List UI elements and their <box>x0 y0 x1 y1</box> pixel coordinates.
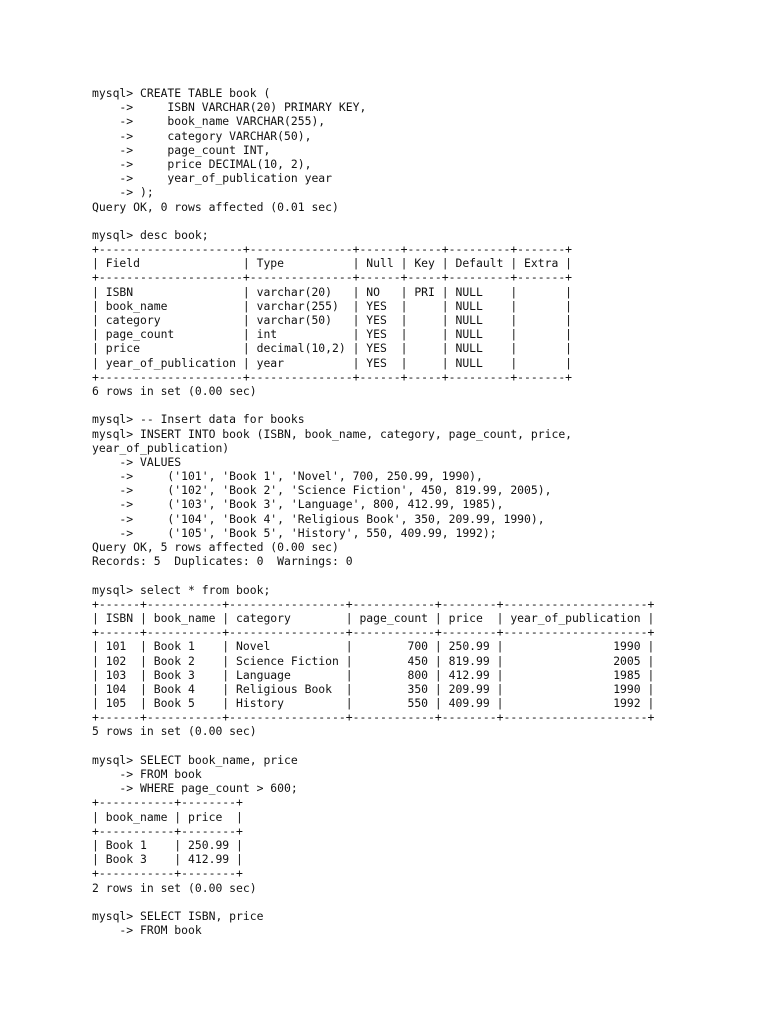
console-line: | ISBN | varchar(20) | NO | PRI | NULL | | <box>92 284 573 299</box>
console-line: -> VALUES <box>92 454 182 469</box>
console-line: | Field | Type | Null | Key | Default | Extra | <box>92 256 573 271</box>
console-line: -> year_of_publication year <box>92 171 333 186</box>
console-line: -> WHERE page_count > 600; <box>92 781 298 796</box>
console-line <box>92 568 654 582</box>
console-line <box>92 895 654 909</box>
console-line: | 104 | Book 4 | Religious Book | 350 | 209.99 | 1990 | <box>92 681 655 696</box>
console-line: | category | varchar(50) | YES | | NULL | | <box>92 313 573 327</box>
console-line: -> book_name VARCHAR(255), <box>92 114 326 129</box>
console-line: year_of_publication) <box>92 440 230 455</box>
console-line: -> page_count INT, <box>92 142 271 157</box>
console-line: -> ('104', 'Book 4', 'Religious Book', 350, 209.99, 1990), <box>92 511 545 526</box>
console-line: +---------------------+---------------+------+-----+---------+-------+ <box>92 242 573 257</box>
console-line: -> ('103', 'Book 3', 'Language', 800, 412.99, 1985), <box>92 497 504 512</box>
console-line: mysql> desc book; <box>92 227 209 242</box>
console-line: +------+-----------+-----------------+------------+--------+---------------------+ <box>92 596 655 611</box>
console-line: +---------------------+---------------+------+-----+---------+-------+ <box>92 369 573 384</box>
console-line: -> ('101', 'Book 1', 'Novel', 700, 250.99, 1990), <box>92 469 483 484</box>
console-line: | 102 | Book 2 | Science Fiction | 450 | 819.99 | 2005 | <box>92 653 655 668</box>
console-line: | page_count | int | YES | | NULL | | <box>92 327 573 342</box>
console-line: | 101 | Book 1 | Novel | 700 | 250.99 | 1990 | <box>92 639 655 654</box>
console-line: +------+-----------+-----------------+------------+--------+---------------------+ <box>92 625 655 640</box>
console-line: -> ('102', 'Book 2', 'Science Fiction', 450, 819.99, 2005), <box>92 483 552 498</box>
console-line <box>92 739 654 753</box>
console-line: +------+-----------+-----------------+------------+--------+---------------------+ <box>92 710 655 725</box>
console-line: mysql> select * from book; <box>92 582 271 597</box>
console-line: +-----------+--------+ <box>92 866 243 881</box>
console-line: 5 rows in set (0.00 sec) <box>92 724 257 739</box>
console-line: -> ISBN VARCHAR(20) PRIMARY KEY, <box>92 100 367 115</box>
console-line: +-----------+--------+ <box>92 795 243 810</box>
console-line: +-----------+--------+ <box>92 823 243 838</box>
console-line: mysql> SELECT ISBN, price <box>92 908 264 923</box>
console-line: mysql> -- Insert data for books <box>92 412 305 427</box>
console-line: mysql> CREATE TABLE book ( <box>92 86 271 100</box>
console-line: +---------------------+---------------+------+-----+---------+-------+ <box>92 270 573 285</box>
console-line: | price | decimal(10,2) | YES | | NULL | | <box>92 341 573 356</box>
console-line: Query OK, 5 rows affected (0.00 sec) <box>92 540 339 554</box>
console-line: | year_of_publication | year | YES | | NULL | | <box>92 355 573 370</box>
console-line: -> ('105', 'Book 5', 'History', 550, 409.99, 1992); <box>92 525 497 540</box>
console-line: | book_name | price | <box>92 809 243 824</box>
console-line <box>92 214 654 228</box>
console-line: -> FROM book <box>92 923 202 938</box>
console-line: | ISBN | book_name | category | page_count | price | year_of_publication | <box>92 610 655 625</box>
console-line: | Book 1 | 250.99 | <box>92 837 243 852</box>
console-line: -> price DECIMAL(10, 2), <box>92 156 312 171</box>
console-line: Query OK, 0 rows affected (0.01 sec) <box>92 199 339 214</box>
console-line: 6 rows in set (0.00 sec) <box>92 383 257 398</box>
console-line: mysql> INSERT INTO book (ISBN, book_name, category, page_count, price, <box>92 426 573 441</box>
console-line: -> FROM book <box>92 767 202 781</box>
console-line: | 103 | Book 3 | Language | 800 | 412.99 | 1985 | <box>92 667 655 682</box>
console-line: -> category VARCHAR(50), <box>92 128 312 143</box>
mysql-console-transcript <box>92 86 654 937</box>
console-line: | book_name | varchar(255) | YES | | NULL | | <box>92 298 573 313</box>
console-line: Records: 5 Duplicates: 0 Warnings: 0 <box>92 554 353 569</box>
console-line: -> ); <box>92 185 154 200</box>
console-line <box>92 398 654 412</box>
console-line: 2 rows in set (0.00 sec) <box>92 880 257 895</box>
console-line: | 105 | Book 5 | History | 550 | 409.99 | 1992 | <box>92 696 655 711</box>
console-line: | Book 3 | 412.99 | <box>92 852 243 867</box>
console-line: mysql> SELECT book_name, price <box>92 752 298 767</box>
